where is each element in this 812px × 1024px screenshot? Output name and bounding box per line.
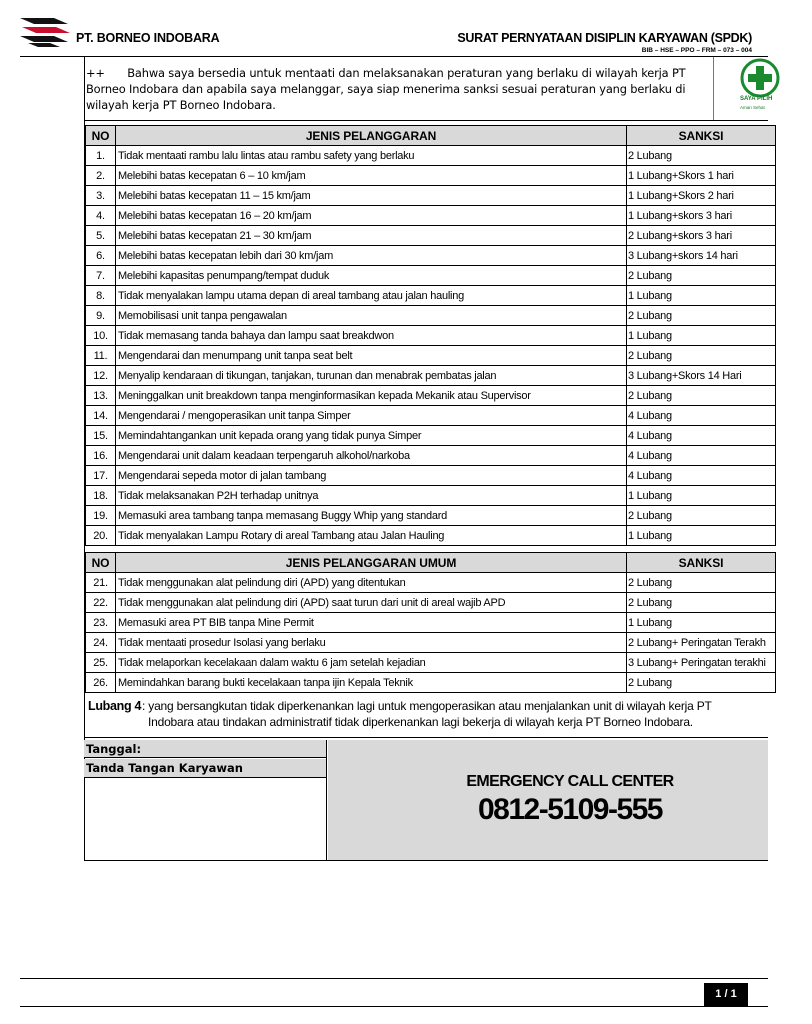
sanction-value: 4 Lubang <box>627 446 776 466</box>
intro-separator <box>713 57 714 120</box>
row-number: 19. <box>86 506 116 526</box>
table-row <box>86 486 776 506</box>
row-number: 25. <box>86 653 116 673</box>
row-number: 22. <box>86 593 116 613</box>
sanction-value: 1 Lubang+Skors 2 hari <box>627 186 776 206</box>
frame-bottom-border <box>84 860 768 861</box>
row-number: 6. <box>86 246 116 266</box>
sanction-value: 1 Lubang <box>627 286 776 306</box>
sanction-value: 2 Lubang <box>627 506 776 526</box>
column-header-sanction: SANKSI <box>627 553 776 573</box>
violation-description: Memindahkan barang bukti kecelakaan tanpa ijin Kepala Teknik <box>116 673 627 693</box>
row-number: 24. <box>86 633 116 653</box>
violation-description: Mengendarai sepeda motor di jalan tambang <box>116 466 627 486</box>
table-row <box>86 506 776 526</box>
sanction-value: 1 Lubang <box>627 326 776 346</box>
violation-description: Mengendarai unit dalam keadaan terpengaruh alkohol/narkoba <box>116 446 627 466</box>
row-number: 3. <box>86 186 116 206</box>
header-divider <box>20 56 768 57</box>
table-row <box>86 206 776 226</box>
table-row <box>86 286 776 306</box>
page-number: 1 / 1 <box>704 983 748 1006</box>
row-number: 2. <box>86 166 116 186</box>
sanction-value: 2 Lubang <box>627 146 776 166</box>
violation-description: Melebihi batas kecepatan 6 – 10 km/jam <box>116 166 627 186</box>
row-number: 1. <box>86 146 116 166</box>
table-row <box>86 306 776 326</box>
row-number: 4. <box>86 206 116 226</box>
sanction-value: 2 Lubang <box>627 573 776 593</box>
violation-description: Tidak melaporkan kecelakaan dalam waktu 6 jam setelah kejadian <box>116 653 627 673</box>
violation-description: Tidak mentaati prosedur Isolasi yang berlaku <box>116 633 627 653</box>
signature-box[interactable] <box>84 740 327 860</box>
violation-description: Mengendarai / mengoperasikan unit tanpa Simper <box>116 406 627 426</box>
row-number: 11. <box>86 346 116 366</box>
row-number: 23. <box>86 613 116 633</box>
violation-description: Memasuki area tambang tanpa memasang Buggy Whip yang standard <box>116 506 627 526</box>
row-number: 12. <box>86 366 116 386</box>
row-number: 13. <box>86 386 116 406</box>
table-row <box>86 406 776 426</box>
row-number: 5. <box>86 226 116 246</box>
document-code: BIB – HSE – PPO – FRM – 073 – 004 <box>641 47 752 54</box>
sanction-value: 2 Lubang <box>627 386 776 406</box>
lubang-4-text-line1: : yang bersangkutan tidak diperkenankan lagi untuk mengoperasikan atau menjalankan unit di wilayah kerja PT <box>142 699 712 713</box>
signature-label: Tanda Tangan Karyawan <box>84 759 326 778</box>
sanction-value: 3 Lubang+Skors 14 Hari <box>627 366 776 386</box>
sanction-value: 2 Lubang <box>627 306 776 326</box>
table-row <box>86 593 776 613</box>
table-row <box>86 266 776 286</box>
violation-description: Mengendarai dan menumpang unit tanpa seat belt <box>116 346 627 366</box>
sanction-value: 1 Lubang <box>627 486 776 506</box>
table-row <box>86 633 776 653</box>
sanction-value: 2 Lubang <box>627 266 776 286</box>
sanction-value: 1 Lubang <box>627 613 776 633</box>
table-row <box>86 426 776 446</box>
table-row <box>86 386 776 406</box>
row-number: 8. <box>86 286 116 306</box>
table-row <box>86 573 776 593</box>
sanction-value: 1 Lubang <box>627 526 776 546</box>
intro-statement: ++ Bahwa saya bersedia untuk mentaati dan melaksanakan peraturan yang berlaku di wilayah kerja PT Borneo Indobara dan apabila saya melanggar, saya siap menerima sanksi sesuai peraturan yang berlaku di wilayah kerja PT Borneo Indobara. <box>86 66 686 112</box>
table-header-row <box>86 126 776 146</box>
safety-badge-icon <box>720 58 780 122</box>
sanction-value: 3 Lubang+ Peringatan terakhi <box>627 653 776 673</box>
table-row <box>86 146 776 166</box>
column-header-no: NO <box>86 126 116 146</box>
row-number: 9. <box>86 306 116 326</box>
table-row <box>86 673 776 693</box>
sanction-value: 2 Lubang+skors 3 hari <box>627 226 776 246</box>
sanction-value: 2 Lubang <box>627 346 776 366</box>
row-number: 21. <box>86 573 116 593</box>
badge-subtext: Aman Sehat <box>740 105 765 110</box>
violation-description: Tidak memasang tanda bahaya dan lampu saat breakdwon <box>116 326 627 346</box>
note-divider <box>84 737 768 738</box>
row-number: 18. <box>86 486 116 506</box>
table-row <box>86 166 776 186</box>
table-row <box>86 226 776 246</box>
violation-description: Melebihi kapasitas penumpang/tempat duduk <box>116 266 627 286</box>
date-label: Tanggal: <box>84 740 326 758</box>
table-row <box>86 326 776 346</box>
emergency-title: EMERGENCY CALL CENTER <box>466 773 674 790</box>
violation-description: Tidak menyalakan lampu utama depan di areal tambang atau jalan hauling <box>116 286 627 306</box>
company-logo <box>20 16 70 48</box>
sanction-value: 2 Lubang <box>627 593 776 613</box>
table-row <box>86 526 776 546</box>
row-number: 15. <box>86 426 116 446</box>
violation-description: Tidak melaksanakan P2H terhadap unitnya <box>116 486 627 506</box>
row-number: 20. <box>86 526 116 546</box>
sanction-value: 4 Lubang <box>627 466 776 486</box>
sanction-value: 4 Lubang <box>627 426 776 446</box>
violation-description: Menyalip kendaraan di tikungan, tanjakan, turunan dan menabrak pembatas jalan <box>116 366 627 386</box>
sanction-value: 4 Lubang <box>627 406 776 426</box>
row-number: 16. <box>86 446 116 466</box>
column-header-violation: JENIS PELANGGARAN <box>116 126 627 146</box>
badge-text: SAYA PILIH <box>740 96 773 102</box>
table-row <box>86 246 776 266</box>
footer-divider-bottom <box>20 1006 768 1007</box>
violation-description: Meninggalkan unit breakdown tanpa menginformasikan kepada Mekanik atau Supervisor <box>116 386 627 406</box>
violation-description: Tidak menggunakan alat pelindung diri (APD) yang ditentukan <box>116 573 627 593</box>
column-header-no: NO <box>86 553 116 573</box>
intro-divider <box>84 120 768 121</box>
sanction-value: 2 Lubang <box>627 673 776 693</box>
table-row <box>86 186 776 206</box>
sanction-value: 2 Lubang+ Peringatan Terakh <box>627 633 776 653</box>
violation-description: Tidak menyalakan Lampu Rotary di areal Tambang atau Jalan Hauling <box>116 526 627 546</box>
lubang-4-label: Lubang 4 <box>88 699 142 713</box>
violation-description: Memasuki area PT BIB tanpa Mine Permit <box>116 613 627 633</box>
row-number: 7. <box>86 266 116 286</box>
sanction-value: 1 Lubang+skors 3 hari <box>627 206 776 226</box>
emergency-phone-number: 0812-5109-555 <box>477 793 662 826</box>
row-number: 14. <box>86 406 116 426</box>
table-row <box>86 346 776 366</box>
violation-description: Memindahtangankan unit kepada orang yang tidak punya Simper <box>116 426 627 446</box>
company-name: PT. BORNEO INDOBARA <box>76 31 220 45</box>
table-row <box>86 366 776 386</box>
table-row <box>86 446 776 466</box>
column-header-sanction: SANKSI <box>627 126 776 146</box>
violation-description: Memobilisasi unit tanpa pengawalan <box>116 306 627 326</box>
row-number: 17. <box>86 466 116 486</box>
row-number: 26. <box>86 673 116 693</box>
table-row <box>86 466 776 486</box>
violation-description: Melebihi batas kecepatan 21 – 30 km/jam <box>116 226 627 246</box>
row-number: 10. <box>86 326 116 346</box>
violation-description: Melebihi batas kecepatan 16 – 20 km/jam <box>116 206 627 226</box>
document-title: SURAT PERNYATAAN DISIPLIN KARYAWAN (SPDK) <box>457 31 752 45</box>
column-header-general-violation: JENIS PELANGGARAN UMUM <box>116 553 627 573</box>
general-violations-table <box>85 552 776 693</box>
footer-divider-top <box>20 978 768 979</box>
table-header-row <box>86 553 776 573</box>
lubang-4-text-line2: Indobara atau tindakan administratif tidak diperkenankan lagi bekerja di wilayah kerja PT Borneo Indobara. <box>148 715 693 729</box>
sanction-value: 1 Lubang+Skors 1 hari <box>627 166 776 186</box>
violation-description: Tidak menggunakan alat pelindung diri (APD) saat turun dari unit di areal wajib APD <box>116 593 627 613</box>
violation-description: Melebihi batas kecepatan 11 – 15 km/jam <box>116 186 627 206</box>
violation-description: Tidak mentaati rambu lalu lintas atau rambu safety yang berlaku <box>116 146 627 166</box>
violation-description: Melebihi batas kecepatan lebih dari 30 km/jam <box>116 246 627 266</box>
table-row <box>86 613 776 633</box>
table-row <box>86 653 776 673</box>
violations-table <box>85 125 776 546</box>
sanction-value: 3 Lubang+skors 14 hari <box>627 246 776 266</box>
